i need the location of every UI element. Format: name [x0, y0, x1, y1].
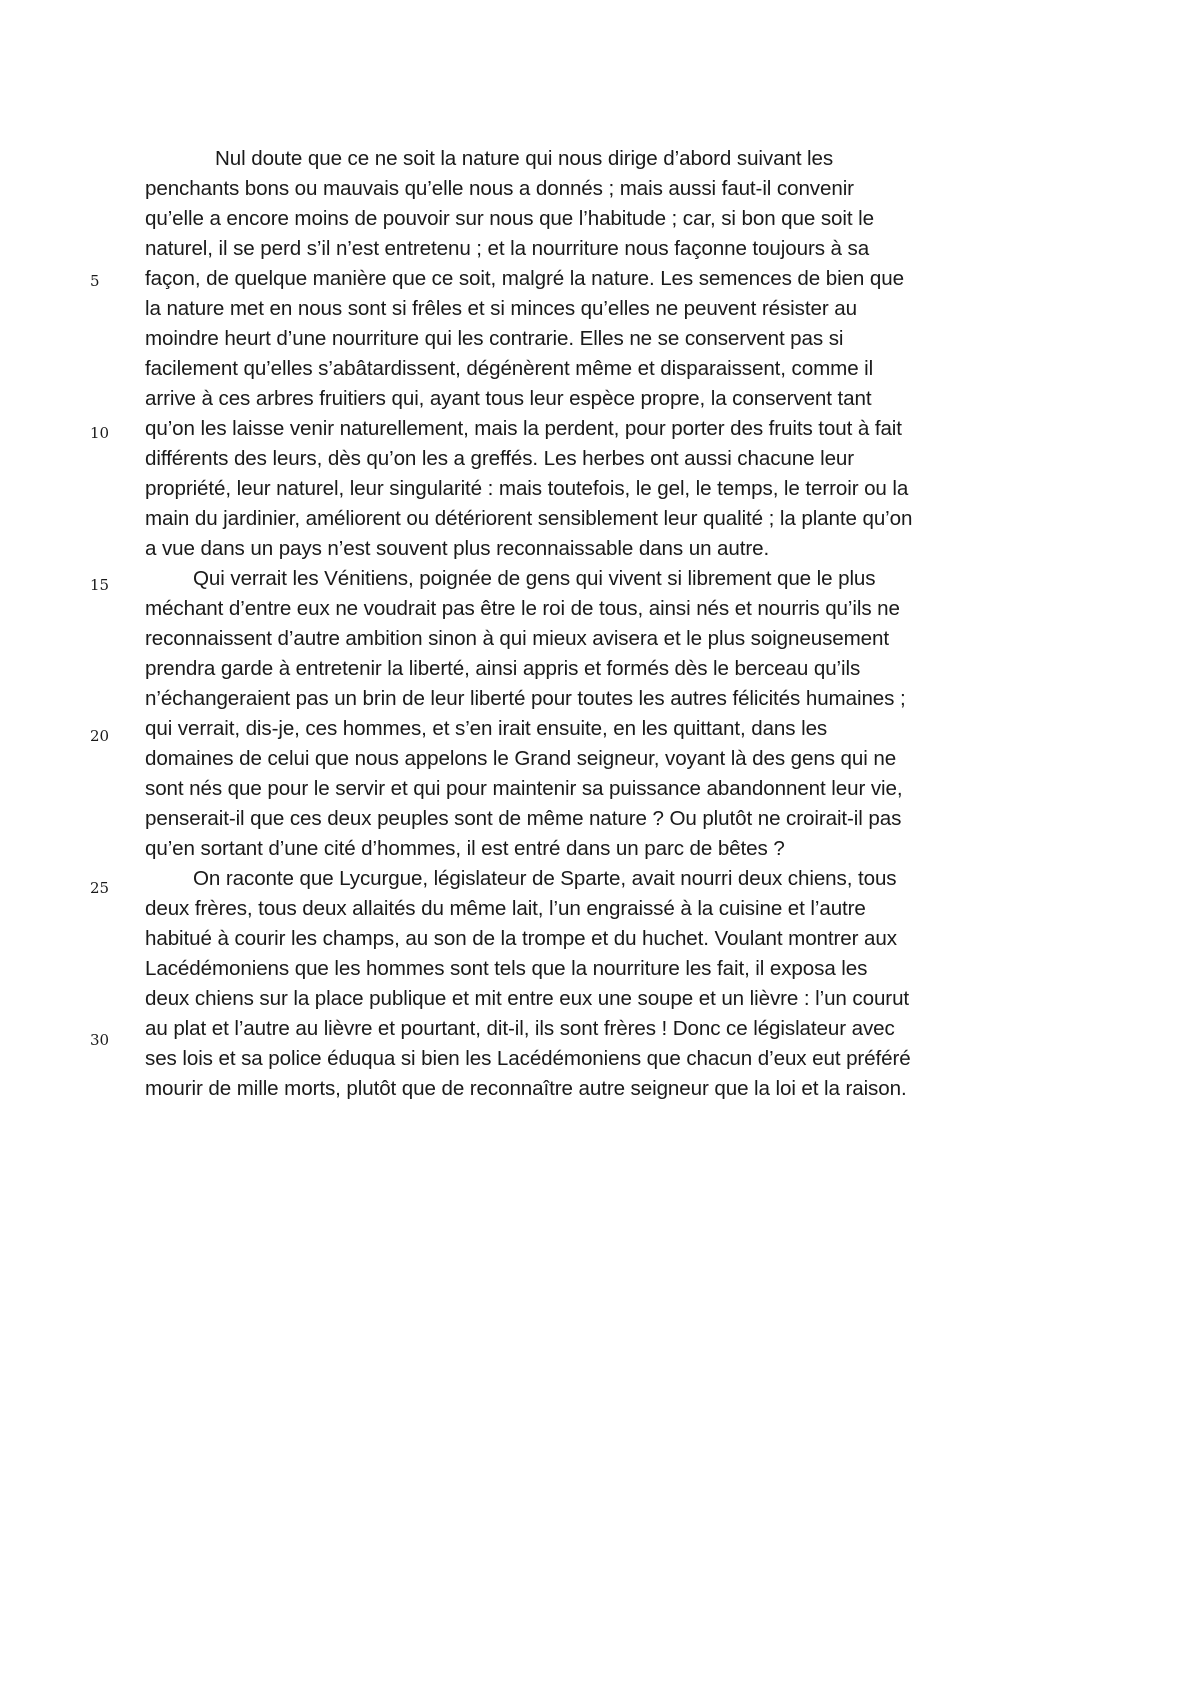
paragraph-1-line: qu’on les laisse venir naturellement, mais la perdent, pour porter des fruits tout à fait	[145, 417, 902, 440]
paragraph-1-line: différents des leurs, dès qu’on les a greffés. Les herbes ont aussi chacune leur	[145, 447, 855, 470]
paragraph-3-line: mourir de mille morts, plutôt que de reconnaître autre seigneur que la loi et la raison.	[145, 1077, 907, 1100]
paragraph-2-line: Qui verrait les Vénitiens, poignée de gens qui vivent si librement que le plus	[193, 567, 876, 590]
paragraph-1-line: façon, de quelque manière que ce soit, malgré la nature. Les semences de bien que	[145, 267, 904, 290]
line-number-20: 20	[90, 727, 110, 745]
paragraph-3-line: deux chiens sur la place publique et mit entre eux une soupe et un lièvre : l’un courut	[145, 987, 910, 1010]
paragraph-2-line: méchant d’entre eux ne voudrait pas être le roi de tous, ainsi nés et nourris qu’ils ne	[145, 597, 900, 620]
line-number-15: 15	[90, 576, 110, 594]
line-number-30: 30	[90, 1031, 110, 1049]
paragraph-2-line: penserait-il que ces deux peuples sont de même nature ? Ou plutôt ne croirait-il pas	[145, 807, 902, 830]
paragraph-1-line: facilement qu’elles s’abâtardissent, dégénèrent même et disparaissent, comme il	[145, 357, 874, 380]
paragraph-3-line: habitué à courir les champs, au son de la trompe et du huchet. Voulant montrer aux	[145, 927, 897, 950]
paragraph-2-line: domaines de celui que nous appelons le Grand seigneur, voyant là des gens qui ne	[145, 747, 897, 770]
line-number-10: 10	[90, 424, 110, 442]
paragraph-1-line: qu’elle a encore moins de pouvoir sur nous que l’habitude ; car, si bon que soit le	[145, 207, 874, 230]
paragraph-3-line: On raconte que Lycurgue, législateur de Sparte, avait nourri deux chiens, tous	[193, 867, 897, 890]
paragraph-2-line: reconnaissent d’autre ambition sinon à qui mieux avisera et le plus soigneusement	[145, 627, 890, 650]
paragraph-2-line: qui verrait, dis-je, ces hommes, et s’en irait ensuite, en les quittant, dans les	[145, 717, 828, 740]
paragraph-2-line: qu’en sortant d’une cité d’hommes, il est entré dans un parc de bêtes ?	[145, 837, 785, 860]
line-number-25: 25	[90, 879, 110, 897]
paragraph-1-line: moindre heurt d’une nourriture qui les contrarie. Elles ne se conservent pas si	[145, 327, 844, 350]
paragraph-3-line: ses lois et sa police éduqua si bien les Lacédémoniens que chacun d’eux eut préféré	[145, 1047, 911, 1070]
paragraph-1-line: Nul doute que ce ne soit la nature qui nous dirige d’abord suivant les	[215, 147, 834, 170]
paragraph-2-line: n’échangeraient pas un brin de leur liberté pour toutes les autres félicités humaines ;	[145, 687, 906, 710]
paragraph-3-line: deux frères, tous deux allaités du même lait, l’un engraissé à la cuisine et l’autre	[145, 897, 866, 920]
paragraph-1-line: a vue dans un pays n’est souvent plus reconnaissable dans un autre.	[145, 537, 770, 560]
paragraph-2-line: prendra garde à entretenir la liberté, ainsi appris et formés dès le berceau qu’ils	[145, 657, 861, 680]
paragraph-1-line: la nature met en nous sont si frêles et si minces qu’elles ne peuvent résister au	[145, 297, 857, 320]
paragraph-1-line: propriété, leur naturel, leur singularité : mais toutefois, le gel, le temps, le terroir ou la	[145, 477, 909, 500]
paragraph-2-line: sont nés que pour le servir et qui pour maintenir sa puissance abandonnent leur vie,	[145, 777, 903, 800]
paragraph-1-line: penchants bons ou mauvais qu’elle nous a donnés ; mais aussi faut-il convenir	[145, 177, 854, 200]
paragraph-1-line: naturel, il se perd s’il n’est entretenu ; et la nourriture nous façonne toujours à sa	[145, 237, 870, 260]
line-number-5: 5	[90, 272, 100, 290]
paragraph-3-line: au plat et l’autre au lièvre et pourtant, dit-il, ils sont frères ! Donc ce législateur avec	[145, 1017, 895, 1040]
paragraph-1-line: arrive à ces arbres fruitiers qui, ayant tous leur espèce propre, la conservent tant	[145, 387, 872, 410]
paragraph-3-line: Lacédémoniens que les hommes sont tels que la nourriture les fait, il exposa les	[145, 957, 868, 980]
paragraph-1-line: main du jardinier, améliorent ou détériorent sensiblement leur qualité ; la plante qu’on	[145, 507, 913, 530]
